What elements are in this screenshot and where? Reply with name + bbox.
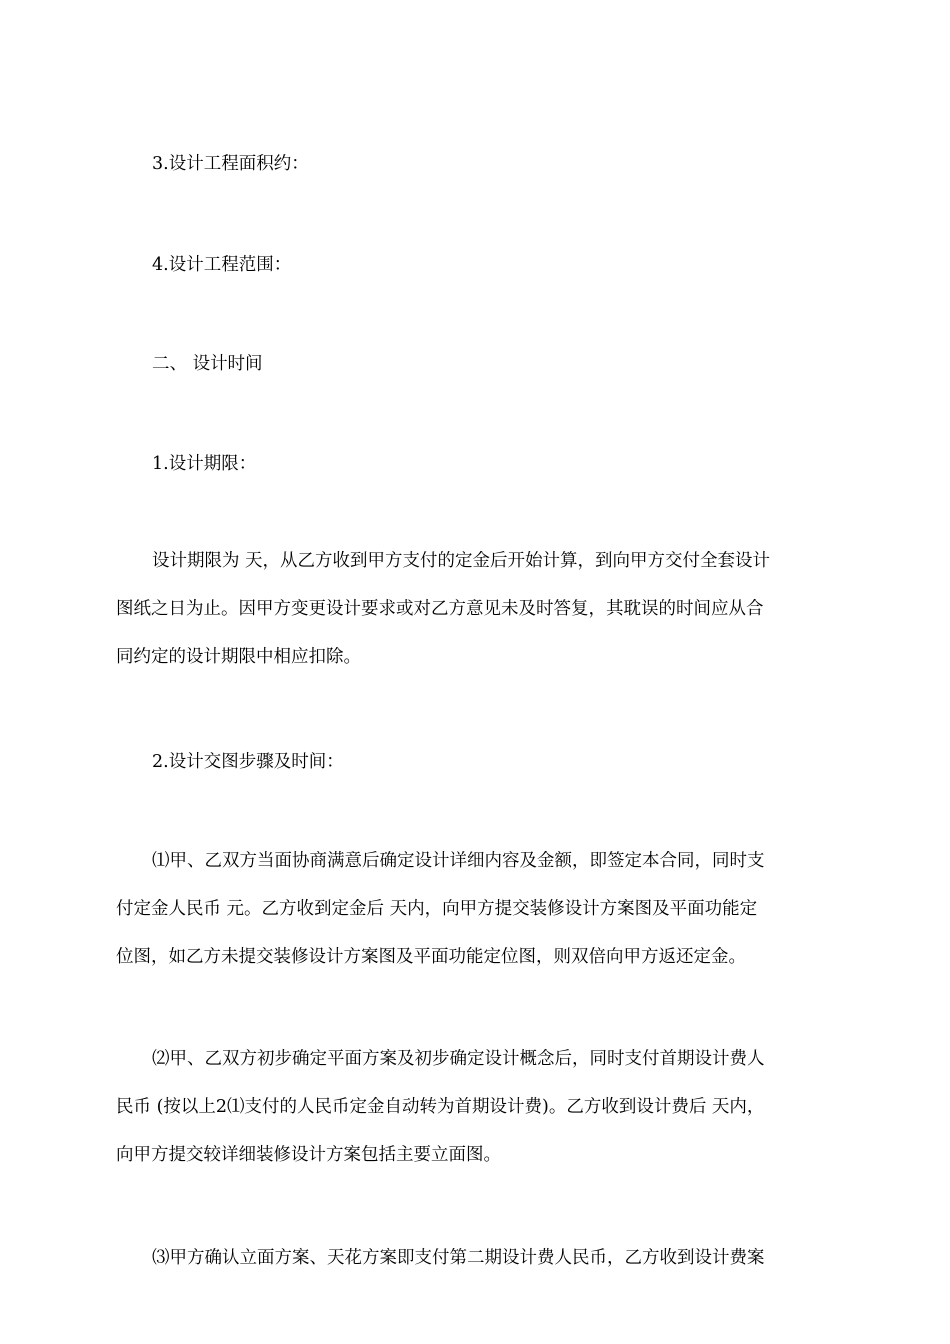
step-2-paragraph (116, 1047, 840, 1191)
step-1-paragraph (116, 849, 840, 993)
paragraph-line: 设计期限为 天，从乙方收到甲方支付的定金后开始计算，到向甲方交付全套设计 (152, 551, 771, 571)
paragraph-line: 向甲方提交较详细装修设计方案包括主要立面图。 (116, 1145, 501, 1165)
paragraph-line: 位图，如乙方未提交装修设计方案图及平面功能定位图，则双倍向甲方返还定金。 (116, 947, 746, 967)
item-4-scope: 4.设计工程范围： (152, 255, 292, 275)
paragraph-line: ⑶甲方确认立面方案、天花方案即支付第二期设计费人民币，乙方收到设计费案 (152, 1248, 765, 1268)
paragraph-line: ⑵甲、乙双方初步确定平面方案及初步确定设计概念后，同时支付首期设计费人 (152, 1049, 765, 1069)
paragraph-line: 民币 (按以上2⑴支付的人民币定金自动转为首期设计费)。乙方收到设计费后 天内， (116, 1097, 765, 1117)
item-3-area: 3.设计工程面积约： (152, 154, 309, 174)
section-2-title: 二、 设计时间 (152, 354, 263, 374)
paragraph-line: ⑴甲、乙双方当面协商满意后确定设计详细内容及金额，即签定本合同，同时支 (152, 851, 765, 871)
sub-2-title: 2.设计交图步骤及时间： (152, 752, 344, 772)
step-3-paragraph (116, 1246, 840, 1294)
sub-1-title: 1.设计期限： (152, 454, 257, 474)
paragraph-line: 同约定的设计期限中相应扣除。 (116, 647, 361, 667)
sub-1-paragraph (116, 549, 840, 693)
paragraph-line: 图纸之日为止。因甲方变更设计要求或对乙方意见未及时答复，其耽误的时间应从合 (116, 599, 764, 619)
paragraph-line: 付定金人民币 元。乙方收到定金后 天内，向甲方提交装修设计方案图及平面功能定 (116, 899, 758, 919)
